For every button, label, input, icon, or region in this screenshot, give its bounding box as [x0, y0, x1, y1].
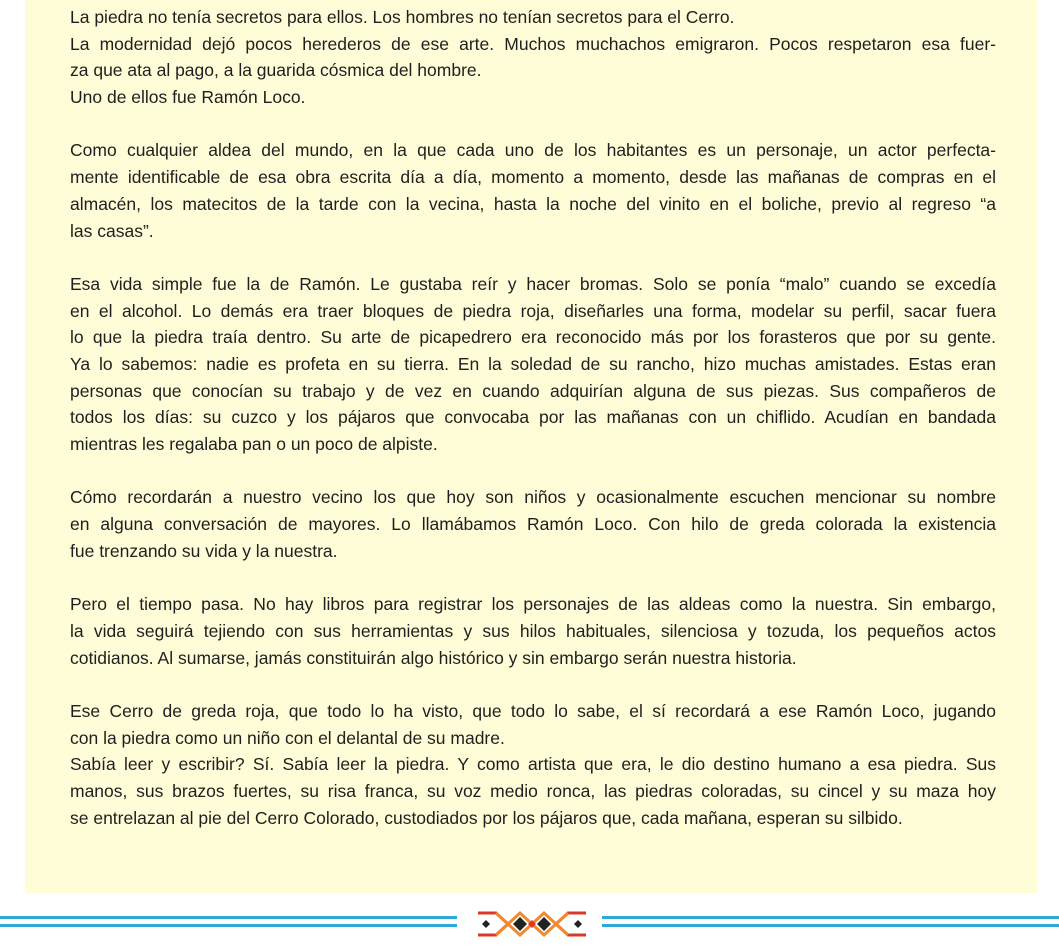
- text-line: las casas”.: [70, 220, 154, 241]
- text-line: se entrelazan al pie del Cerro Colorado, custodiados por los pájaros que, cada mañana, esperan su silbido.: [70, 807, 903, 828]
- text-line: personas que conocían su trabajo y de vez en cuando adquirían alguna de sus piezas. Sus compañeros de: [70, 380, 996, 401]
- text-line: La modernidad dejó pocos herederos de ese arte. Muchos muchachos emigraron. Pocos respetaron esa fuer-: [70, 33, 996, 54]
- text-line: en el alcohol. Lo demás era traer bloques de piedra roja, diseñarles una forma, modelar su perfil, sacar fuera: [70, 300, 996, 321]
- text-line: con la piedra como un niño con el delantal de su madre.: [70, 727, 505, 748]
- text-line: manos, sus brazos fuertes, su risa franca, su voz medio ronca, las piedras coloradas, su cincel y su maza hoy: [70, 780, 996, 801]
- paragraph: [70, 698, 996, 831]
- text-line: fue trenzando su vida y la nuestra.: [70, 540, 338, 561]
- text-line: mente identificable de esa obra escrita día a día, momento a momento, desde las mañanas de compras en el: [70, 167, 996, 188]
- paragraph: [70, 484, 996, 564]
- text-line: za que ata al pago, a la guarida cósmica del hombre.: [70, 60, 482, 81]
- text-line: Cómo recordarán a nuestro vecino los que hoy son niños y ocasionalmente escuchen mencionar su nombre: [70, 487, 996, 508]
- text-line: mientras les regalaba pan o un poco de alpiste.: [70, 434, 438, 454]
- text-line: lo que la piedra traía dentro. Su arte de picapedrero era reconocido más por los forasteros que por su gente.: [70, 327, 996, 348]
- paragraph: [70, 271, 996, 458]
- paragraph: [70, 591, 996, 671]
- text-line: Esa vida simple fue la de Ramón. Le gustaba reír y hacer bromas. Solo se ponía “malo” cuando se excedía: [70, 273, 996, 294]
- text-line: Pero el tiempo pasa. No hay libros para registrar los personajes de las aldeas como la nuestra. Sin embargo,: [70, 594, 996, 615]
- text-line: Sabía leer y escribir? Sí. Sabía leer la piedra. Y como artista que era, le dio destino humano a esa piedra. Sus: [70, 754, 996, 775]
- paragraph: [70, 4, 996, 111]
- text-line: todos los días: su cuzco y los pájaros que convocaba por las mañanas con un chiflido. Acudían en bandada: [70, 407, 996, 428]
- text-line: Ya lo sabemos: nadie es profeta en su tierra. En la soledad de su rancho, hizo muchas amistades. Estas eran: [70, 353, 996, 374]
- text-line: Uno de ellos fue Ramón Loco.: [70, 87, 306, 108]
- text-line: en alguna conversación de mayores. Lo llamábamos Ramón Loco. Con hilo de greda colorada la existencia: [70, 514, 996, 535]
- article-text: [70, 4, 996, 858]
- andean-pattern-icon: [476, 911, 588, 937]
- footer-rule-left-bottom: [0, 924, 457, 927]
- footer-rule-left-top: [0, 916, 457, 919]
- text-line: Ese Cerro de greda roja, que todo lo ha visto, que todo lo sabe, el sí recordará a ese Ramón Loco, jugando: [70, 700, 996, 721]
- text-line: la vida seguirá tejiendo con sus herramientas y sus hilos habituales, silenciosa y tozuda, los pequeños actos: [70, 620, 996, 641]
- footer-rule-right-bottom: [602, 924, 1059, 927]
- text-line: La piedra no tenía secretos para ellos. Los hombres no tenían secretos para el Cerro.: [70, 7, 735, 27]
- text-line: almacén, los matecitos de la tarde con la vecina, hasta la noche del vinito en el boliche, previo al regreso “a: [70, 193, 996, 214]
- text-line: cotidianos. Al sumarse, jamás constituirán algo histórico y sin embargo serán nuestra historia.: [70, 647, 797, 668]
- text-line: Como cualquier aldea del mundo, en la que cada uno de los habitantes es un personaje, un actor perfecta-: [70, 140, 996, 161]
- footer-ornament: [0, 905, 1059, 945]
- footer-rule-right-top: [602, 916, 1059, 919]
- paragraph: [70, 137, 996, 244]
